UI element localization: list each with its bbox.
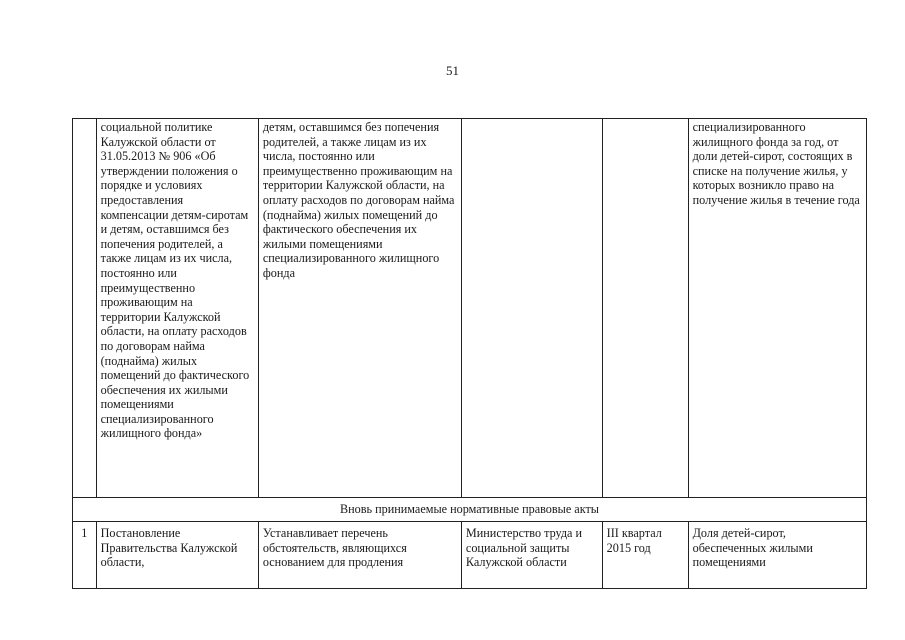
cell-description: детям, оставшимся без попечения родителей, а также лицам из их числа, постоянно или преимущественно проживающим на территории Калужской области, на оплату расходов по договорам найма (поднайма) жилых помещений до фактического обеспечения их жилыми помещениями специализированного жилищного фонда bbox=[258, 119, 461, 498]
cell-indicator: специализированного жилищного фонда за год, от доли детей-сирот, состоящих в списке на получение жилья, у которых возникло право на получение жилья в течение года bbox=[688, 119, 866, 498]
table-row bbox=[73, 522, 867, 589]
cell-legal-act: социальной политике Калужской области от 31.05.2013 № 906 «Об утверждении положения о порядке и условиях предоставления компенсации детям-сиротам и детям, оставшимся без попечения родителей, а также лицам из их числа, постоянно или преимущественно проживающим на территории Калужской области, на оплату расходов по договорам найма (поднайма) жилых помещений до фактического обеспечения их жилыми помещениями специализированного жилищного фонда» bbox=[96, 119, 258, 498]
cell-term: III квартал 2015 год bbox=[602, 522, 688, 589]
cell-number: 1 bbox=[73, 522, 97, 589]
cell-description: Устанавливает перечень обстоятельств, являющихся основанием для продления bbox=[258, 522, 461, 589]
cell-indicator: Доля детей-сирот, обеспеченных жилыми помещениями bbox=[688, 522, 866, 589]
table-row-continued bbox=[73, 119, 867, 498]
section-header-row bbox=[73, 498, 867, 522]
cell-number bbox=[73, 119, 97, 498]
cell-executor: Министерство труда и социальной защиты Калужской области bbox=[461, 522, 602, 589]
cell-executor bbox=[461, 119, 602, 498]
page-number: 51 bbox=[446, 63, 459, 78]
cell-term bbox=[602, 119, 688, 498]
cell-legal-act: Постановление Правительства Калужской области, bbox=[96, 522, 258, 589]
measures-table bbox=[72, 118, 867, 589]
section-header: Вновь принимаемые нормативные правовые акты bbox=[73, 498, 867, 522]
